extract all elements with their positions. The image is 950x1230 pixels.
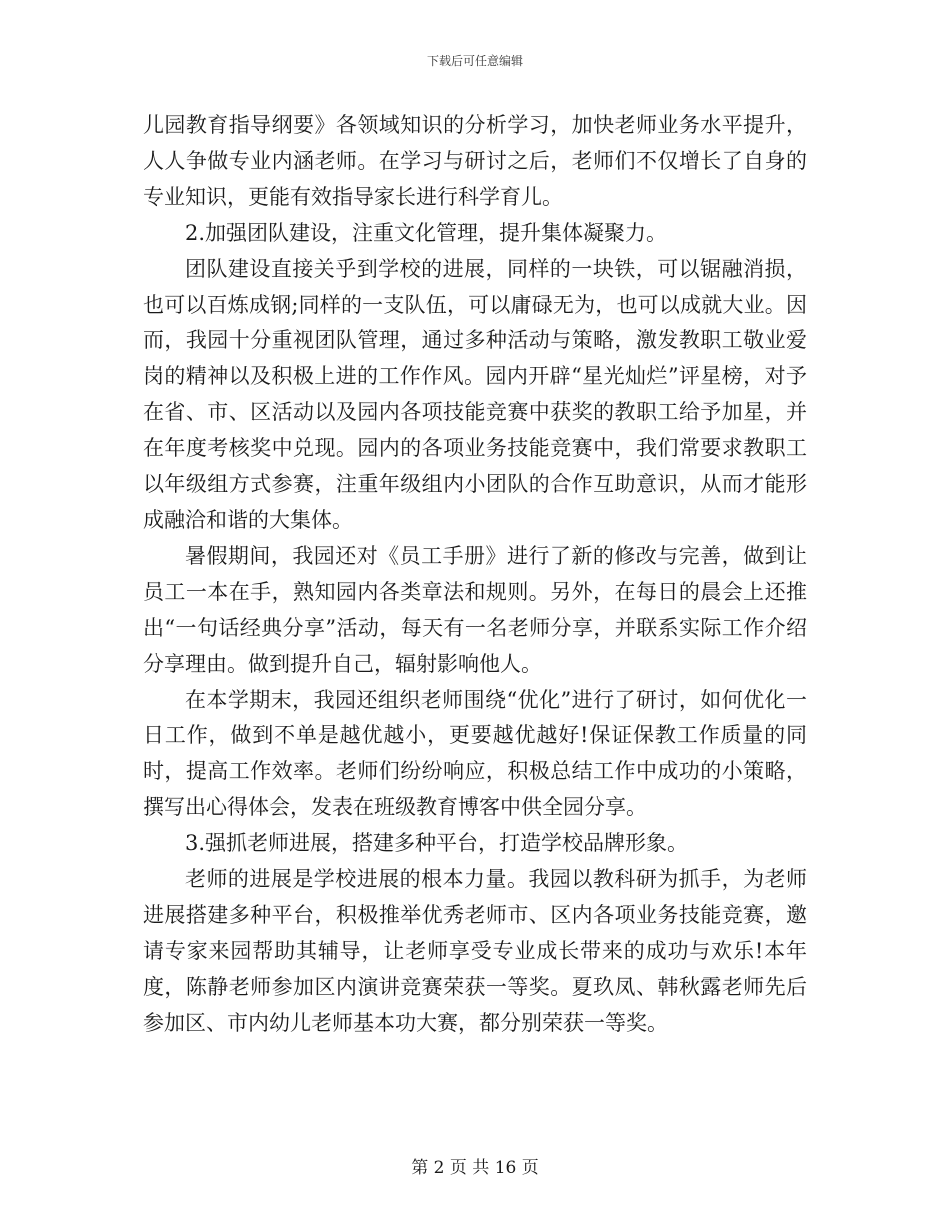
page-header: 下载后可任意编辑 — [426, 54, 523, 68]
section-heading-2: 2.加强团队建设，注重文化管理，提升集体凝聚力。 — [185, 220, 668, 245]
section-heading-3: 3.强抓老师进展，搭建多种平台，打造学校品牌形象。 — [185, 831, 689, 856]
paragraph-teacher-development: 老师的进展是学校进展的根本力量。我园以教科研为抓手，为老师进展搭建多种平台，积极推举优秀老师市、区内各项业务技能竞赛，邀请专家来园帮助其辅导，让老师享受专业成长带来的成功与欢乐!本年度，陈静老师参加区内演讲竞赛荣获一等奖。夏玖凤、韩秋露老师先后参加区、市内幼儿老师基本功大赛，都分别荣获一等奖。 — [143, 867, 807, 1035]
page-number: 第 2 页 共 16 页 — [411, 1158, 539, 1178]
paragraph-optimization: 在本学期末，我园还组织老师围绕“优化”进行了研讨，如何优化一日工作，做到不单是越优越小，更要越优越好!保证保教工作质量的同时，提高工作效率。老师们纷纷响应，积极总结工作中成功的小策略，撰写出心得体会，发表在班级教育博客中供全园分享。 — [143, 687, 807, 820]
paragraph-team-building: 团队建设直接关乎到学校的进展，同样的一块铁，可以锯融消损，也可以百炼成钢;同样的一支队伍，可以庸碌无为，也可以成就大业。因而，我园十分重视团队管理，通过多种活动与策略，激发教职工敬业爱岗的精神以及积极上进的工作作风。园内开辟“星光灿烂”评星榜，对予在省、市、区活动以及园内各项技能竞赛中获奖的教职工给予加星，并在年度考核奖中兑现。园内的各项业务技能竞赛中，我们常要求教职工以年级组方式参赛，注重年级组内小团队的合作互助意识，从而才能形成融洽和谐的大集体。 — [143, 256, 807, 532]
paragraph-continuation: 儿园教育指导纲要》各领域知识的分析学习，加快老师业务水平提升，人人争做专业内涵老师。在学习与研讨之后，老师们不仅增长了自身的专业知识，更能有效指导家长进行科学育儿。 — [143, 113, 807, 209]
paragraph-staff-handbook: 暑假期间，我园还对《员工手册》进行了新的修改与完善，做到让员工一本在手，熟知园内各类章法和规则。另外，在每日的晨会上还推出“一句话经典分享”活动，每天有一名老师分享，并联系实际工作介绍分享理由。做到提升自己，辐射影响他人。 — [143, 543, 807, 676]
document-body — [143, 108, 807, 1042]
